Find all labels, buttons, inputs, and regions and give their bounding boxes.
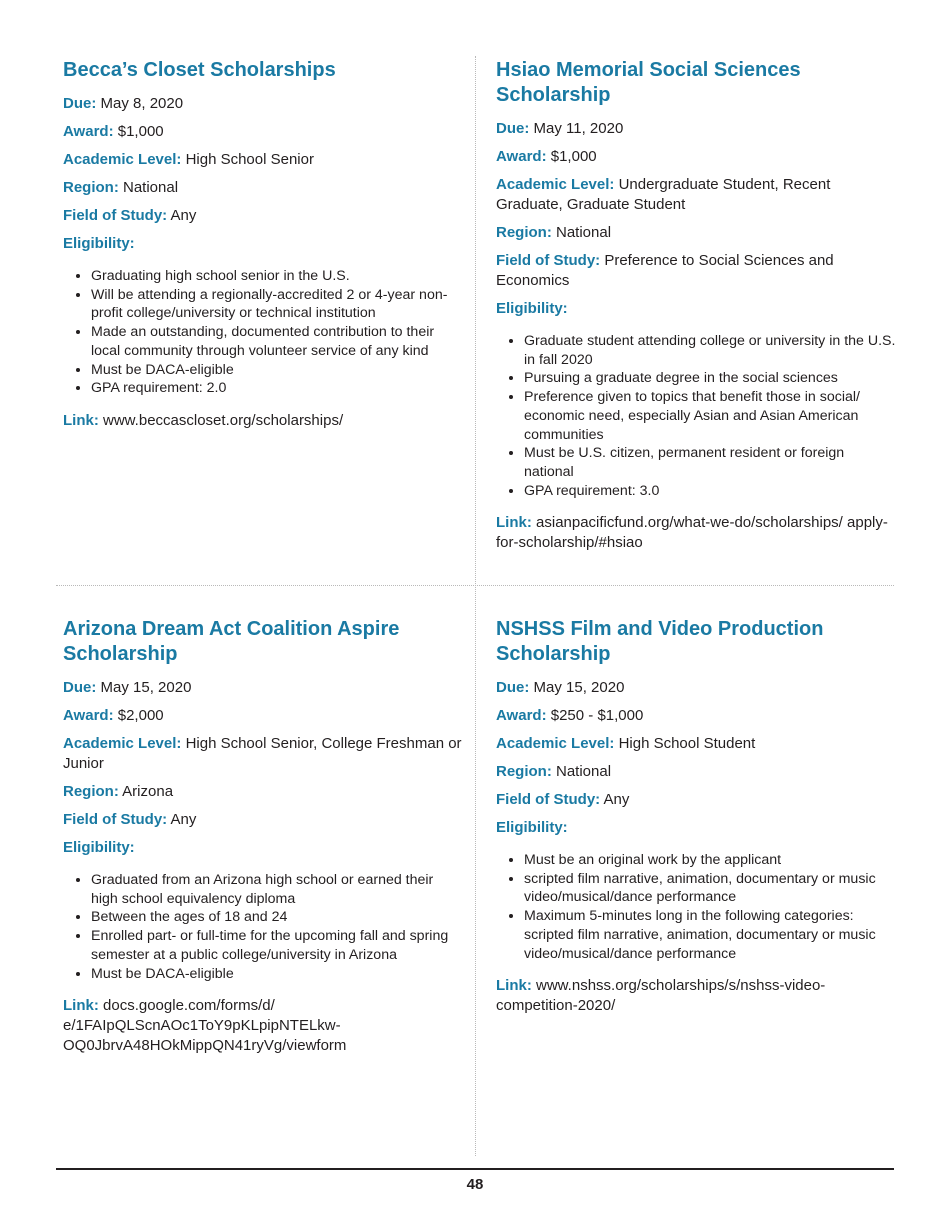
award-field	[63, 122, 463, 142]
link-field	[63, 411, 463, 431]
academic-level-value: Undergraduate Student, Recent Graduate, Graduate Student	[496, 176, 831, 213]
eligibility-item: • Graduated from an Arizona high school or earned their high school equivalency diploma	[91, 871, 463, 908]
field-of-study-value: Any	[170, 811, 197, 828]
scholarship-card	[63, 58, 463, 439]
academic-level-value: High School Senior, College Freshman or Junior	[63, 735, 462, 772]
field-of-study-label: Field of Study:	[63, 811, 168, 828]
award-value: $1,000	[117, 123, 164, 140]
due-label: Due:	[496, 679, 530, 696]
eligibility-item: • Graduating high school senior in the U.S.	[91, 267, 463, 286]
due-label: Due:	[63, 679, 97, 696]
eligibility-heading: Eligibility:	[63, 839, 135, 856]
eligibility-list	[63, 871, 463, 983]
due-field	[63, 94, 463, 114]
eligibility-item: • Preference given to topics that benefit those in social/ economic need, especially Asian and Asian American communities	[524, 388, 896, 444]
academic-level-field	[496, 734, 896, 754]
eligibility-heading: Eligibility:	[63, 235, 135, 252]
footer-rule	[56, 1168, 894, 1170]
scholarship-title: Arizona Dream Act Coalition Aspire Scholarship	[63, 618, 400, 665]
eligibility-item: • scripted film narrative, animation, documentary or music video/musical/dance performance	[524, 870, 896, 907]
award-field	[496, 147, 896, 167]
academic-level-field	[496, 175, 896, 215]
award-label: Award:	[496, 707, 547, 724]
eligibility-item: • GPA requirement: 2.0	[91, 379, 463, 398]
award-field	[63, 706, 463, 726]
eligibility-item: • Maximum 5-minutes long in the following categories: scripted film narrative, animation, documentary or music video/musical/dance performance	[524, 907, 896, 963]
region-value: National	[556, 224, 612, 241]
due-value: May 8, 2020	[100, 95, 184, 112]
scholarship-card	[496, 617, 896, 1024]
award-value: $250 - $1,000	[550, 707, 644, 724]
eligibility-item: • Must be DACA-eligible	[91, 361, 463, 380]
award-value: $1,000	[550, 148, 597, 165]
due-value: May 15, 2020	[100, 679, 192, 696]
eligibility-item: • Graduate student attending college or university in the U.S. in fall 2020	[524, 332, 896, 369]
link-label: Link:	[63, 997, 99, 1015]
eligibility-item: • Will be attending a regionally-accredited 2 or 4-year non-profit college/university or technical institution	[91, 286, 463, 323]
region-label: Region:	[496, 224, 552, 241]
award-label: Award:	[496, 148, 547, 165]
academic-level-label: Academic Level:	[496, 735, 615, 752]
due-value: May 11, 2020	[533, 120, 624, 137]
academic-level-label: Academic Level:	[63, 735, 182, 752]
region-field	[496, 223, 896, 243]
award-value: $2,000	[117, 707, 164, 724]
eligibility-item: • Must be U.S. citizen, permanent resident or foreign national	[524, 444, 896, 481]
region-label: Region:	[496, 763, 552, 780]
link-field	[496, 976, 896, 1016]
scholarship-title: NSHSS Film and Video Production Scholarship	[496, 618, 824, 665]
region-field	[496, 762, 896, 782]
eligibility-item: • Must be DACA-eligible	[91, 965, 463, 984]
row-divider	[56, 585, 894, 586]
field-of-study-label: Field of Study:	[496, 791, 601, 808]
link-url[interactable]: docs.google.com/forms/d/ e/1FAIpQLScnAOc1ToY9pKLpipNTELkw-OQ0JbrvA48HOkMippQN41ryVg/viewform	[63, 997, 347, 1055]
academic-level-label: Academic Level:	[63, 151, 182, 168]
academic-level-value: High School Student	[618, 735, 756, 752]
region-value: National	[123, 179, 179, 196]
academic-level-field	[63, 150, 463, 170]
due-value: May 15, 2020	[533, 679, 625, 696]
link-field	[496, 513, 896, 553]
academic-level-field	[63, 734, 463, 774]
field-of-study-field	[63, 206, 463, 226]
academic-level-label: Academic Level:	[496, 176, 615, 193]
scholarship-title: Becca’s Closet Scholarships	[63, 59, 336, 81]
due-label: Due:	[496, 120, 530, 137]
link-label: Link:	[63, 411, 99, 429]
scholarship-card	[63, 617, 463, 1064]
field-of-study-value: Preference to Social Sciences and Economics	[496, 252, 834, 289]
link-label: Link:	[496, 977, 532, 995]
field-of-study-value: Any	[603, 791, 630, 808]
link-url[interactable]: asianpacificfund.org/what-we-do/scholarships/ apply-for-scholarship/#hsiao	[496, 514, 888, 552]
region-field	[63, 178, 463, 198]
eligibility-item: • Must be an original work by the applicant	[524, 851, 896, 870]
due-field	[63, 678, 463, 698]
region-value: Arizona	[122, 783, 174, 800]
field-of-study-field	[63, 810, 463, 830]
eligibility-list	[63, 267, 463, 398]
eligibility-list	[496, 851, 896, 963]
eligibility-heading: Eligibility:	[496, 819, 568, 836]
eligibility-item: • Between the ages of 18 and 24	[91, 908, 463, 927]
scholarship-title: Hsiao Memorial Social Sciences Scholarship	[496, 59, 801, 106]
link-url[interactable]: www.nshss.org/scholarships/s/nshss-video-competition-2020/	[496, 977, 826, 1015]
link-url[interactable]: www.beccascloset.org/scholarships/	[103, 411, 344, 429]
link-label: Link:	[496, 514, 532, 532]
eligibility-list	[496, 332, 896, 500]
page-number: 48	[466, 1176, 484, 1193]
region-value: National	[556, 763, 612, 780]
award-label: Award:	[63, 123, 114, 140]
field-of-study-label: Field of Study:	[496, 252, 601, 269]
eligibility-item: • GPA requirement: 3.0	[524, 482, 896, 501]
eligibility-item: • Made an outstanding, documented contribution to their local community through volunteer service of any kind	[91, 323, 463, 360]
scholarship-card	[496, 58, 896, 561]
eligibility-item: • Enrolled part- or full-time for the upcoming fall and spring semester at a public college/university in Arizona	[91, 927, 463, 964]
award-field	[496, 706, 896, 726]
academic-level-value: High School Senior	[185, 151, 314, 168]
due-field	[496, 119, 896, 139]
field-of-study-value: Any	[170, 207, 197, 224]
award-label: Award:	[63, 707, 114, 724]
region-field	[63, 782, 463, 802]
column-divider	[475, 56, 476, 1156]
region-label: Region:	[63, 783, 119, 800]
field-of-study-field	[496, 251, 896, 291]
field-of-study-label: Field of Study:	[63, 207, 168, 224]
link-field	[63, 996, 463, 1056]
due-field	[496, 678, 896, 698]
due-label: Due:	[63, 95, 97, 112]
eligibility-item: • Pursuing a graduate degree in the social sciences	[524, 369, 896, 388]
field-of-study-field	[496, 790, 896, 810]
eligibility-heading: Eligibility:	[496, 300, 568, 317]
region-label: Region:	[63, 179, 119, 196]
